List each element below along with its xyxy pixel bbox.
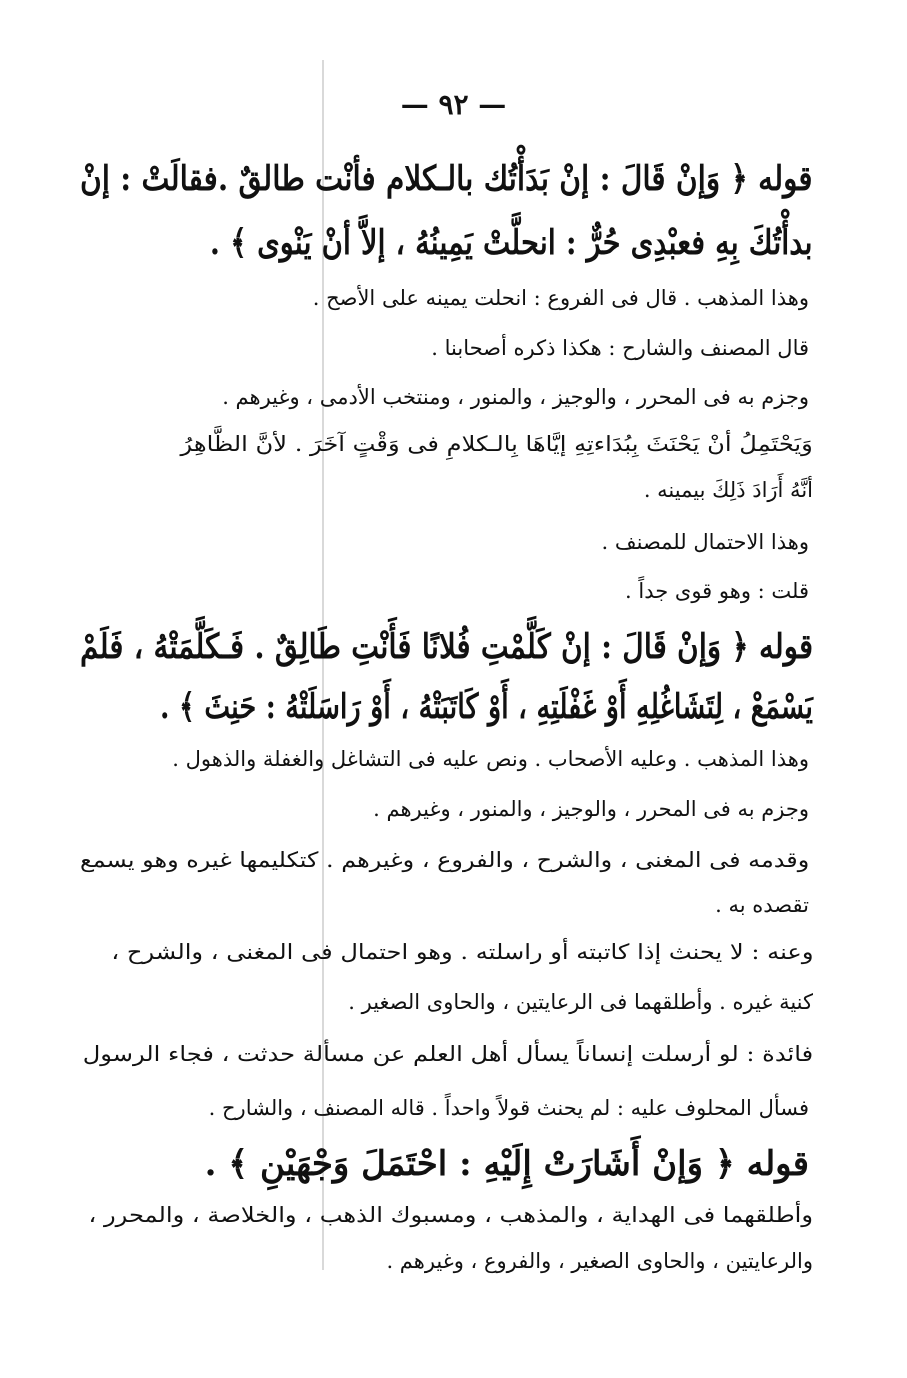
text-line: وهذا الاحتمال للمصنف .: [601, 530, 809, 554]
text-line: أنَّهُ أَرَادَ ذَلِكَ بيمينه .: [643, 478, 813, 502]
text-line: تقصده به .: [715, 893, 809, 917]
text-line: وجزم به فى المحرر ، والوجيز ، والمنور ، وغيرهم .: [373, 797, 809, 821]
text-line: وهذا المذهب . وعليه الأصحاب . ونص عليه فى التشاغل والغفلة والذهول .: [172, 747, 809, 771]
text-line: يَسْمَعْ ، لِتَشَاغُلِهِ أَوْ غَفْلَتِهِ ، أَوْ كَاتَبَتْهُ ، أَوْ رَاسَلَتْهُ : حَنِثَ ﴾ .: [160, 687, 813, 727]
text-line: وَيَحْتَمِلُ أنْ يَحْنَثَ بِبُدَاءتِهِ إيَّاهَا بِالـكلامِ فى وَقْتٍ آخَرَ . لأنَّ الظَّاهِرُ: [180, 432, 813, 456]
text-line: قوله ﴿ وَإنْ قَالَ : إنْ كَلَّمْتِ فُلانًا فَأَنْتِ طَالِقٌ . فَـكَلَّمَتْهُ ، فَلَمْ: [79, 627, 813, 667]
text-line: بدأْتُكَ بِهِ فعبْدِى حُرٌّ : انحلَّتْ يَمِينُهُ ، إلاَّ أنْ يَنْوى ﴾ .: [210, 223, 813, 263]
text-line: كنية غيره . وأطلقهما فى الرعايتين ، والحاوى الصغير .: [348, 990, 813, 1014]
text-line: قلت : وهو قوى جداً .: [625, 579, 809, 603]
text-line: وجزم به فى المحرر ، والوجيز ، والمنور ، ومنتخب الأدمى ، وغيرهم .: [222, 385, 809, 409]
text-line: وأطلقهما فى الهداية ، والمذهب ، ومسبوك الذهب ، والخلاصة ، والمحرر ،: [88, 1203, 813, 1227]
page-number: — ٩٢ —: [400, 88, 507, 121]
text-line: فائدة : لو أرسلت إنساناً يسأل أهل العلم عن مسألة حدثت ، فجاء الرسول: [82, 1042, 813, 1066]
text-line: قوله ﴿ وَإنْ قَالَ : إنْ بَدَأْتُك بالـكلام فأنْت طالقٌ .فقالَتْ : إنْ: [80, 159, 813, 199]
text-line: قال المصنف والشارح : هكذا ذكره أصحابنا .: [431, 336, 809, 360]
text-line: وقدمه فى المغنى ، والشرح ، والفروع ، وغيرهم . كتكليمها غيره وهو يسمع: [79, 848, 809, 872]
text-line: والرعايتين ، والحاوى الصغير ، والفروع ، وغيرهم .: [386, 1249, 813, 1273]
text-line: وهذا المذهب . قال فى الفروع : انحلت يمينه على الأصح .: [312, 286, 809, 310]
text-line: وعنه : لا يحنث إذا كاتبته أو راسلته . وهو احتمال فى المغنى ، والشرح ،: [110, 940, 813, 964]
text-line: قوله ﴿ وَإنْ أَشَارَتْ إِلَيْهِ : احْتَمَلَ وَجْهَيْنِ ﴾ .: [204, 1144, 809, 1184]
text-line: فسأل المحلوف عليه : لم يحنث قولاً واحداً . قاله المصنف ، والشارح .: [208, 1096, 809, 1120]
